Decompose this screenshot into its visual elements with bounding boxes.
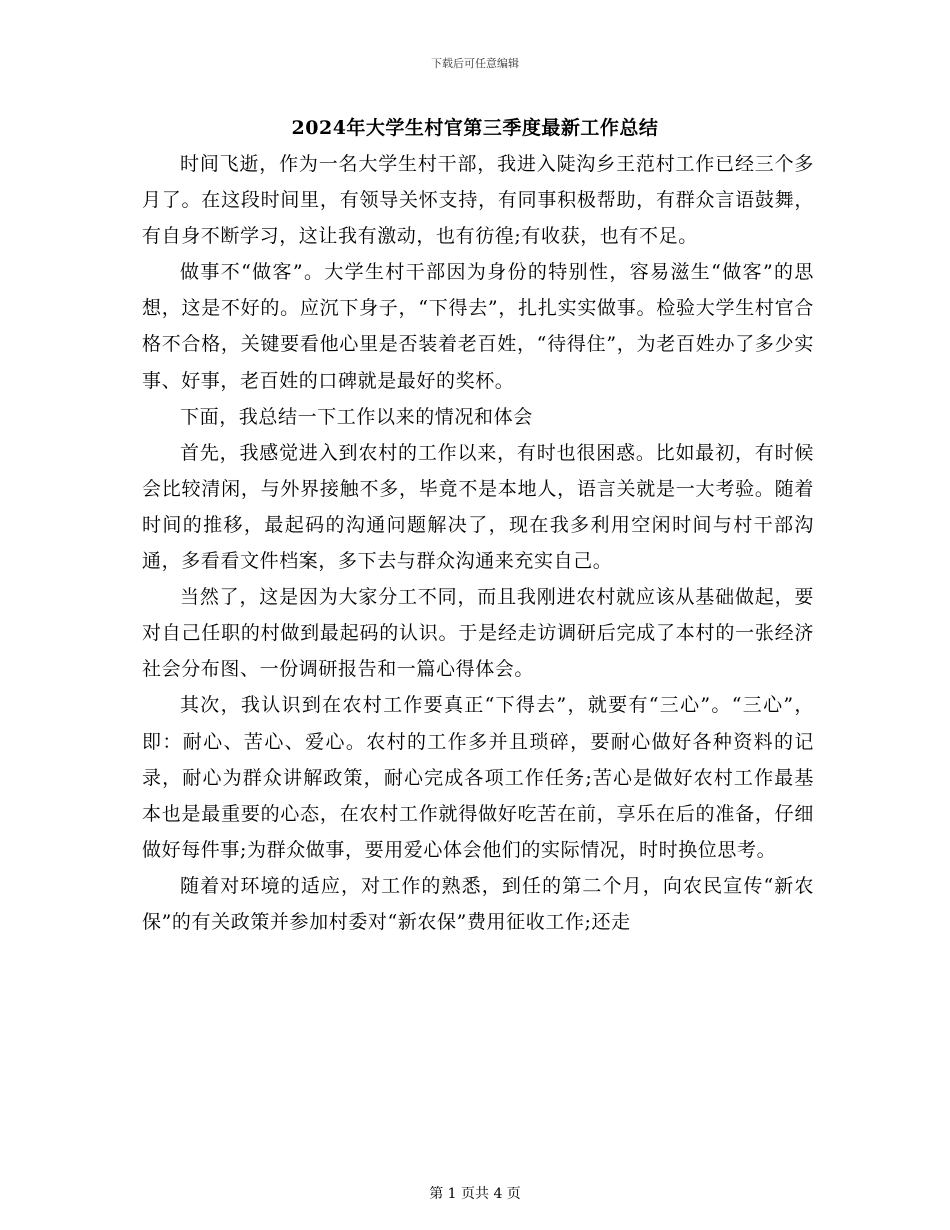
paragraph-5: 当然了，这是因为大家分工不同，而且我刚进农村就应该从基础做起，要对自己任职的村做到最起码的认识。于是经走访调研后完成了本村的一张经济社会分布图、一份调研报告和一篇心得体会。 [142,586,814,681]
paragraph-2: 做事不“做客”。大学生村干部因为身份的特别性，容易滋生“做客”的思想，这是不好的。应沉下身子，“下得去”，扎扎实实做事。检验大学生村官合格不合格，关键要看他心里是否装着老百姓，“待得住”，为老百姓办了多少实事、好事，老百姓的口碑就是最好的奖杯。 [142,261,814,392]
paragraph-4: 首先，我感觉进入到农村的工作以来，有时也很困惑。比如最初，有时候会比较清闲，与外界接触不多，毕竟不是本地人，语言关就是一大考验。随着时间的推移，最起码的沟通问题解决了，现在我多利用空闲时间与村干部沟通，多看看文件档案，多下去与群众沟通来充实自己。 [142,441,814,573]
paragraph-6: 其次，我认识到在农村工作要真正“下得去”，就要有“三心”。“三心”，即：耐心、苦心、爱心。农村的工作多并且琐碎，要耐心做好各种资料的记录，耐心为群众讲解政策，耐心完成各项工作任务;苦心是做好农村工作最基本也是最重要的心态，在农村工作就得做好吃苦在前，享乐在后的准备，仔细做好每件事;为群众做事，要用爱心体会他们的实际情况，时时换位思考。 [142,694,814,861]
paragraph-1: 时间飞逝，作为一名大学生村干部，我进入陡沟乡王范村工作已经三个多月了。在这段时间里，有领导关怀支持，有同事积极帮助，有群众言语鼓舞，有自身不断学习，这让我有激动，也有彷徨;有收获，也有不足。 [142,153,814,248]
document-body [142,146,814,940]
paragraph-3: 下面，我总结一下工作以来的情况和体会 [180,405,533,428]
header-note: 下载后可任意编辑 [431,57,519,70]
paragraph-7: 随着对环境的适应，对工作的熟悉，到任的第二个月，向农民宣传“新农保”的有关政策并参加村委对“新农保”费用征收工作;还走 [142,874,814,933]
document-title: 2024年大学生村官第三季度最新工作总结 [291,117,659,139]
page-number: 第 1 页共 4 页 [429,1186,521,1202]
